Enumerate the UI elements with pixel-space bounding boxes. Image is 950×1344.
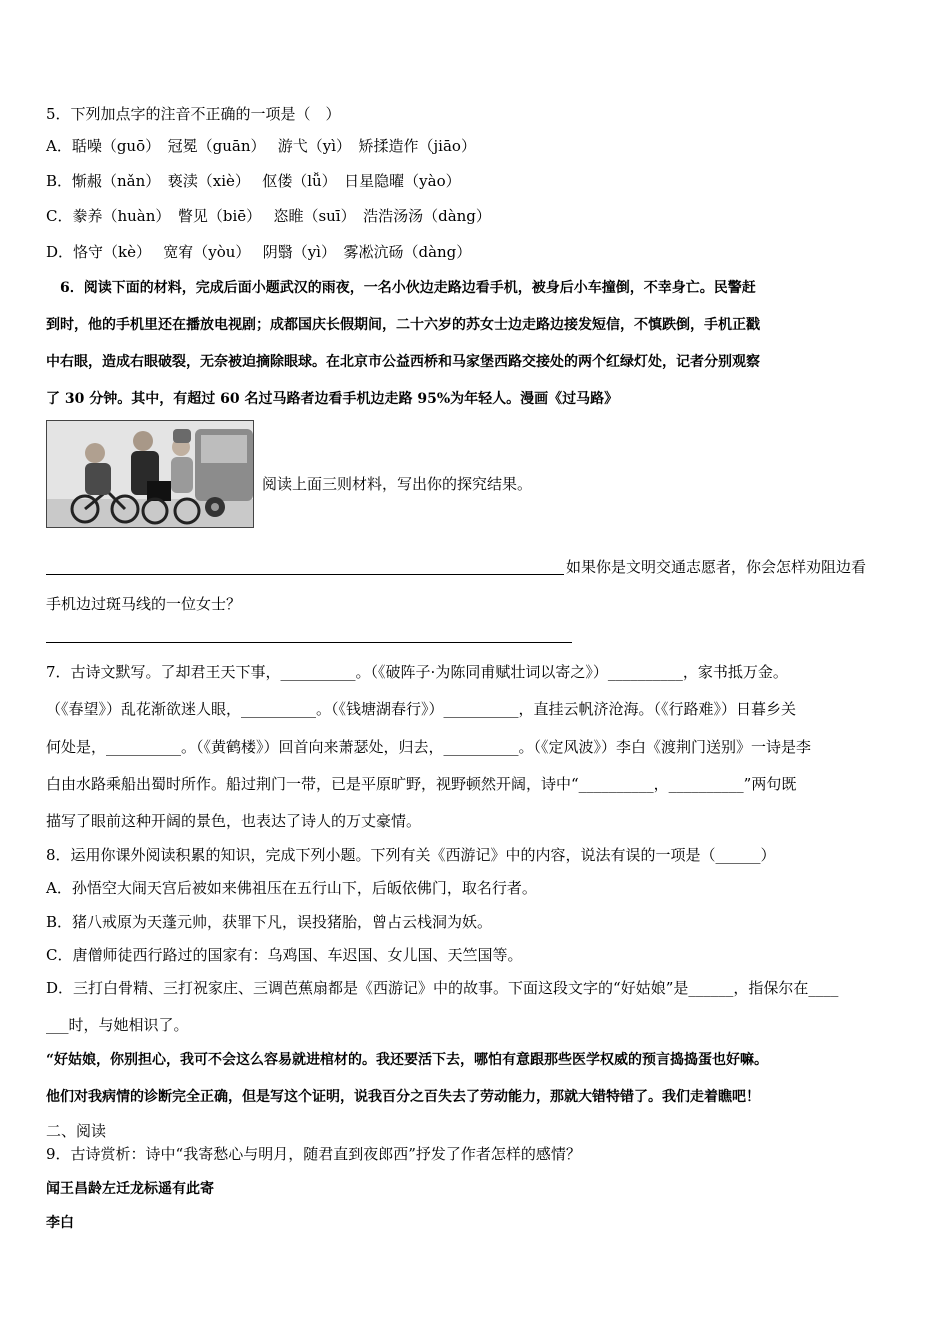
q6-prompt: 阅读上面三则材料，写出你的探究结果。 [262, 475, 533, 493]
q5-option-d: D．恪守（kè） 宽宥（yòu） 阴翳（yì） 雾凇沆砀（dàng） [46, 243, 472, 261]
q6-sub-question-cont: 手机边过斑马线的一位女士？ [46, 595, 242, 613]
q6-passage-line-2: 到时，他的手机里还在播放电视剧；成都国庆长假期间，二十六岁的苏女士边走路边接发短信，不慎跌倒，手机正戳 [46, 317, 760, 333]
q6-passage-line-4: 了 30 分钟。其中，有超过 60 名过马路者边看手机边走路 95%为年轻人。漫画《过马路》 [46, 391, 619, 407]
q5-option-b: B．惭赧（nǎn） 亵渎（xiè） 伛偻（lǚ） 日星隐曜（yào） [46, 172, 461, 190]
answer-blank-2[interactable] [46, 642, 572, 643]
comic-illustration [46, 420, 254, 528]
q6-passage-line-3: 中右眼，造成右眼破裂，无奈被迫摘除眼球。在北京市公益西桥和马家堡西路交接处的两个红绿灯处，记者分别观察 [46, 354, 760, 370]
q7-line-5: 描写了眼前这种开阔的景色，也表达了诗人的万丈豪情。 [46, 812, 422, 830]
quote-line-2: 他们对我病情的诊断完全正确，但是写这个证明，说我百分之百失去了劳动能力，那就大错特错了。我们走着瞧吧！ [46, 1089, 760, 1105]
q7-line-2: （《春望》）乱花渐欲迷人眼，__________。（《钱塘湖春行》）__________，直挂云帆济沧海。（《行路难》）日暮乡关 [46, 700, 797, 718]
q8-stem: 8．运用你课外阅读积累的知识，完成下列小题。下列有关《西游记》中的内容，说法有误的一项是（______） [46, 846, 776, 864]
q5-option-a: A．聒噪（guō） 冠冕（guān） 游弋（yì） 矫揉造作（jiāo） [46, 137, 476, 155]
answer-blank-1[interactable] [46, 574, 564, 575]
q6-passage-line-1: 6．阅读下面的材料，完成后面小题武汉的雨夜，一名小伙边走路边看手机，被身后小车撞倒，不幸身亡。民警赶 [46, 280, 756, 296]
poem-title: 闻王昌龄左迁龙标遥有此寄 [46, 1181, 214, 1197]
q8-option-d: D．三打白骨精、三打祝家庄、三调芭蕉扇都是《西游记》中的故事。下面这段文字的“好姑娘”是______，指保尔在____ [46, 979, 839, 997]
q7-line-4: 白由水路乘船出蜀时所作。船过荆门一带，已是平原旷野，视野顿然开阔，诗中“__________，__________”两句既 [46, 775, 797, 793]
q9-stem: 9．古诗赏析：诗中“我寄愁心与明月，随君直到夜郎西”抒发了作者怎样的感情？ [46, 1145, 581, 1163]
q8-option-a: A．孙悟空大闹天宫后被如来佛祖压在五行山下，后皈依佛门，取名行者。 [46, 879, 537, 897]
q8-option-d-cont: ___时，与她相识了。 [46, 1016, 189, 1034]
q8-option-c: C．唐僧师徒西行路过的国家有：乌鸡国、车迟国、女儿国、天竺国等。 [46, 946, 523, 964]
quote-line-1: “好姑娘，你别担心，我可不会这么容易就进棺材的。我还要活下去，哪怕有意跟那些医学权威的预言捣捣蛋也好嘛。 [46, 1052, 769, 1068]
q7-line-3: 何处是，__________。（《黄鹤楼》）回首向来萧瑟处，归去，__________。（《定风波》）李白《渡荆门送别》一诗是李 [46, 738, 812, 756]
q5-option-c: C．豢养（huàn） 瞥见（biē） 恣睢（suī） 浩浩汤汤（dàng） [46, 207, 491, 225]
q7-line-1: 7．古诗文默写。了却君王天下事，__________。（《破阵子·为陈同甫赋壮词以寄之》）__________，家书抵万金。 [46, 663, 788, 681]
q6-sub-question: 如果你是文明交通志愿者，你会怎样劝阻边看 [566, 558, 867, 576]
section-heading: 二、阅读 [46, 1122, 107, 1140]
q8-option-b: B．猪八戒原为天蓬元帅，获罪下凡，误投猪胎，曾占云栈洞为妖。 [46, 913, 493, 931]
poem-author: 李白 [46, 1215, 74, 1231]
q5-stem: 5．下列加点字的注音不正确的一项是（ ） [46, 105, 341, 123]
